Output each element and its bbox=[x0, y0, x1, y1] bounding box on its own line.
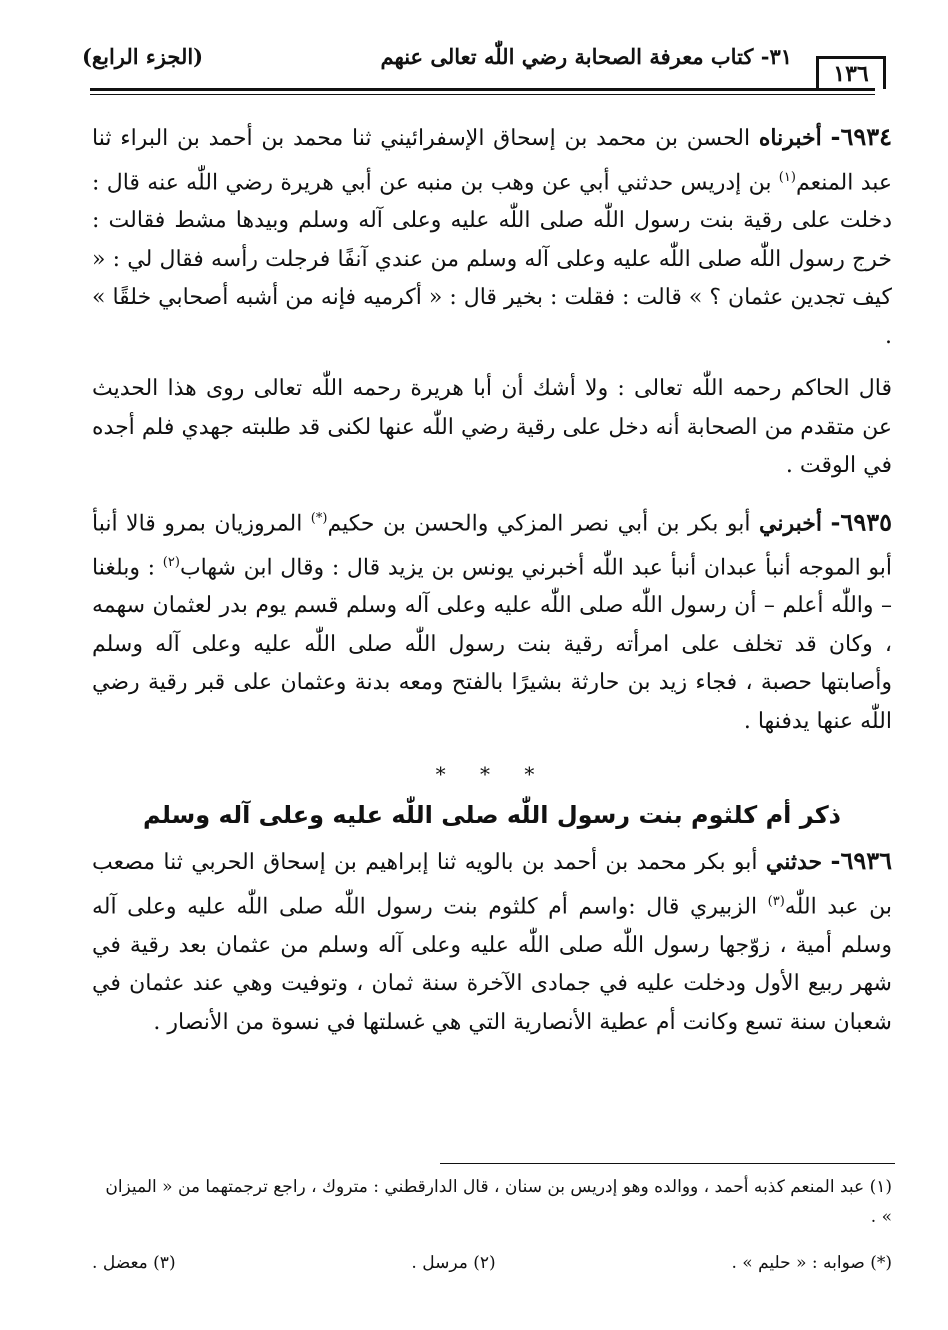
footnote-2: (٢) مرسل . bbox=[411, 1253, 496, 1273]
section-separator: * * * bbox=[435, 762, 549, 787]
hadith-number: ٦٩٣٥- bbox=[830, 507, 892, 537]
footnote-marker: (١) bbox=[778, 169, 796, 185]
chapter-title: ٣١- كتاب معرفة الصحابة رضي اللّٰه تعالى عنهم bbox=[380, 44, 792, 69]
footnote-marker: (٣) bbox=[767, 893, 785, 909]
hadith-paragraph bbox=[92, 500, 892, 742]
hadith-text: : وبلغنا – واللّٰه أعلم – أن رسول اللّٰه صلى اللّٰه عليه وعلى آله وسلم قسم يوم بدر لعثمان سهمه ، وكان قد تخلف على امرأته رقية بنت رسول اللّٰه صلى اللّٰه عليه وعلى آله وسلم وأصابتها حصبة ، فجاء زيد بن حارثة بشيرًا بالفتح ومعه بدنة وعثمان على قبر رقية رضي اللّٰه عنها يدفنها . bbox=[92, 554, 892, 734]
header-divider-thin bbox=[90, 94, 875, 95]
footnote-row bbox=[92, 1248, 892, 1278]
hadith-text: الزبيري قال :واسم أم كلثوم بنت رسول اللّٰه صلى اللّٰه عليه وعلى آله وسلم أمية ، زوّجها رسول اللّٰه صلى اللّٰه عليه وعلى آله وسلم من عثمان بعد رقية في شهر ربيع الأول ودخلت عليه في جمادى الآخرة سنة ثمان ، وتوفيت وهي عند عثمان في شعبان سنة تسع وكانت أم عطية الأنصارية التي هي غسلتها في نسوة من الأنصار . bbox=[92, 894, 892, 1035]
hadith-lead: أخبرني bbox=[759, 510, 822, 537]
hadith-text: الحسن بن محمد بن إسحاق الإسفرائيني ثنا محمد بن أحمد بن البراء ثنا عبد المنعم bbox=[92, 126, 893, 195]
hadith-lead: حدثني bbox=[765, 849, 823, 876]
hadith-text: بن إدريس حدثني أبي عن وهب بن منبه عن أبي هريرة رضي اللّٰه عنه قال : دخلت على رقية بنت رسول اللّٰه صلى اللّٰه عليه وعلى آله وسلم وبيدها مشط فقالت : خرج رسول اللّٰه صلى اللّٰه عليه وعلى آله وسلم من عندي آنفًا فرجلت رأسه فقال لي : « كيف تجدين عثمان ؟ » قالت : فقلت : بخير قال : « أكرميه فإنه من أشبه أصحابي خلقًا » . bbox=[92, 169, 892, 349]
hadith-paragraph bbox=[92, 118, 892, 356]
section-heading: ذكر أم كلثوم بنت رسول اللّٰه صلى اللّٰه عليه وعلى آله وسلم bbox=[143, 800, 841, 829]
page-header bbox=[80, 36, 880, 88]
header-divider bbox=[90, 88, 875, 91]
commentary-paragraph bbox=[92, 370, 892, 486]
hadith-number: ٦٩٣٤- bbox=[830, 122, 893, 151]
volume-label: (الجزء الرابع) bbox=[82, 44, 204, 69]
hadith-text: المروزيان بمرو قالا أنبأ أبو الموجه أنبأ عبدان أنبأ عبد اللّٰه أخبرني يونس بن يزيد قال : وقال ابن شهاب bbox=[92, 511, 893, 580]
hadith-text: أبو بكر بن أبي نصر المزكي والحسن بن حكيم bbox=[327, 511, 751, 537]
commentary-text: قال الحاكم رحمه اللّٰه تعالى : ولا أشك أن أبا هريرة رحمه اللّٰه تعالى روى هذا الحديث عن متقدم من الصحابة أنه دخل على رقية رضي اللّٰه عنها لكنى قد طلبته جهدي فلم أجده في الوقت . bbox=[92, 376, 892, 479]
footnotes bbox=[92, 1172, 892, 1278]
footnote-marker: (*) bbox=[310, 510, 328, 526]
hadith-lead: أخبرناه bbox=[758, 125, 822, 151]
footnote-star: (*) صوابه : « حليم » . bbox=[731, 1253, 892, 1273]
hadith-number: ٦٩٣٦- bbox=[830, 846, 892, 876]
footnote-marker: (٢) bbox=[162, 554, 180, 570]
main-text bbox=[92, 118, 892, 1056]
footnote-divider bbox=[440, 1163, 895, 1164]
footnote-1: (١) عبد المنعم كذبه أحمد ، ووالده وهو إدريس بن سنان ، قال الدارقطني : متروك ، راجع ترجمتهما من « الميزان » . bbox=[105, 1177, 892, 1227]
page-number: ١٣٦ bbox=[816, 56, 886, 89]
hadith-paragraph bbox=[92, 842, 892, 1042]
footnote-3: (٣) معضل . bbox=[92, 1253, 176, 1273]
hadith-text: أبو بكر محمد بن أحمد بن بالويه ثنا إبراهيم بن إسحاق الحربي ثنا مصعب بن عبد اللّٰه bbox=[92, 850, 892, 920]
